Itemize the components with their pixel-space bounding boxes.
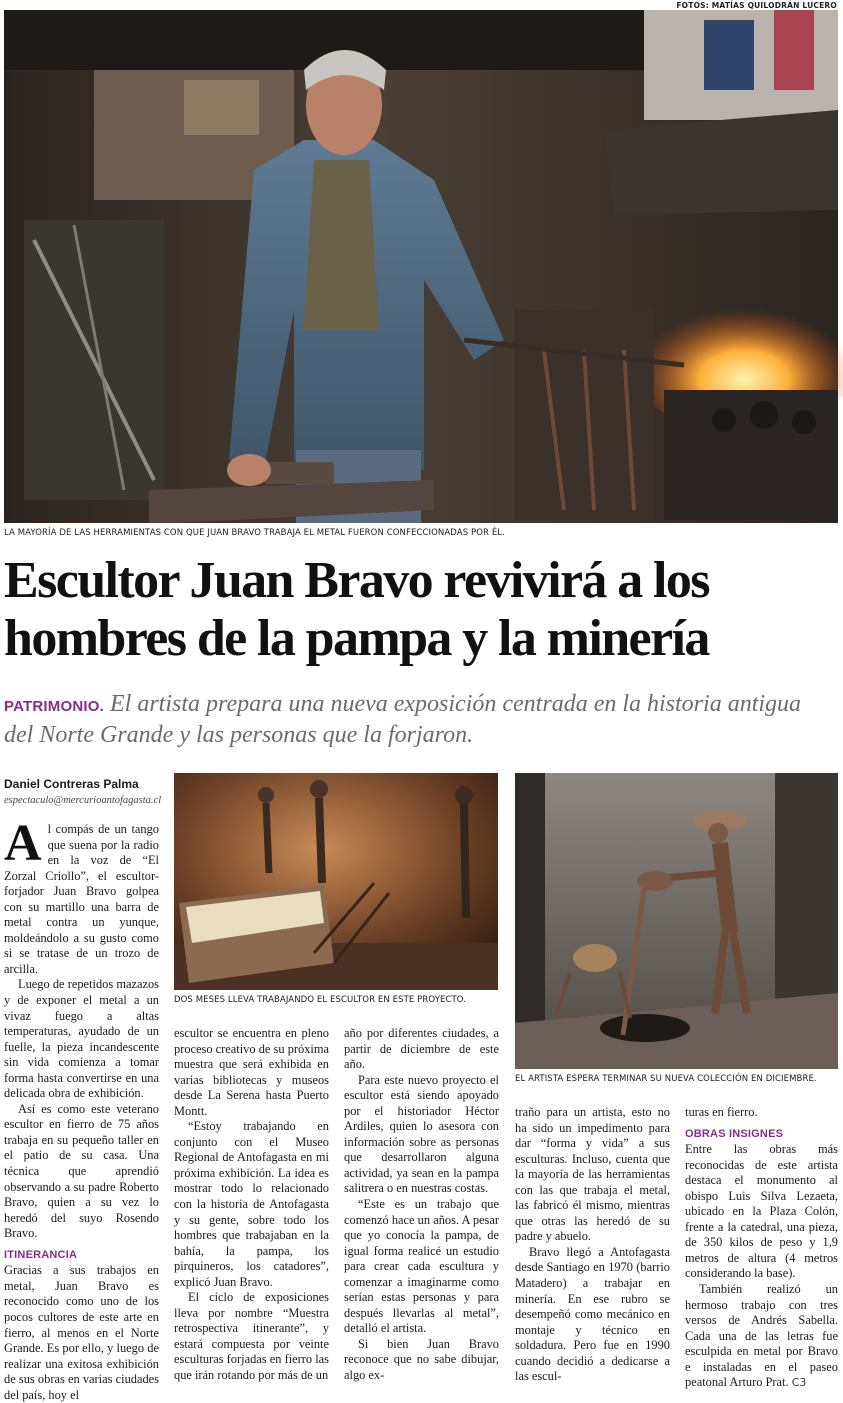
- hero-caption: LA MAYORÍA DE LAS HERRAMIENTAS CON QUE JUAN BRAVO TRABAJA EL METAL FUERON CONFECCIONADAS POR ÉL.: [4, 528, 505, 538]
- article-column-3: [344, 1026, 499, 1384]
- deck-text: El artista prepara una nueva exposición centrada en la historia antigua del Norte Grande y las personas que la forjaron.: [4, 691, 802, 748]
- headline: Escultor Juan Bravo revivirá a los hombres de la pampa y la minería: [4, 552, 709, 667]
- byline-email: espectaculo@mercurioantofagasta.cl: [4, 795, 162, 806]
- article-paragraph: Para este nuevo proyecto el escultor está siendo apoyado por el historiador Héctor Ardiles, quien lo asesora con información sobre as personas que desarrollaron alguna actividad, ya sean en la pampa salitrera o en nuestras costas.: [344, 1072, 499, 1196]
- hero-photo: [4, 10, 838, 523]
- article-paragraph: También realizó un hermoso trabajo con tres versos de Andrés Sabella. Cada una de las letras fue esculpida en metal por Bravo e instaladas en el paseo peatonal Arturo Prat. C3: [685, 1282, 838, 1390]
- deck-kicker: PATRIMONIO.: [4, 698, 104, 715]
- article-paragraph: El ciclo de exposiciones lleva por nombre “Muestra retrospectiva itinerante”, y estará compuesta por veinte esculturas forjadas en fierro las que irán rotando por más de un: [174, 1290, 329, 1383]
- article-paragraph: turas en fierro.: [685, 1105, 758, 1119]
- article-column-4: [515, 1105, 670, 1385]
- subhead: ITINERANCIA: [4, 1248, 78, 1261]
- article-paragraph: “Este es un trabajo que comenzó hace un años. A pesar que yo conocía la pampa, de igual forma realicé un estudio para crear cada escultura y comenzar a imaginarme como serían estas personas y para después llevarlas al metal”, detalló el artista.: [344, 1197, 499, 1336]
- photo3-caption: EL ARTISTA ESPERA TERMINAR SU NUEVA COLECCIÓN EN DICIEMBRE.: [515, 1074, 817, 1084]
- sculpture-photo-driller: [515, 773, 838, 1069]
- article-column-2: [174, 1026, 329, 1384]
- dropcap: A: [4, 815, 42, 872]
- article-paragraph: traño para un artista, esto no ha sido un impedimento para dar “forma y vida” a sus esculturas. Incluso, cuenta que la mayoría de las herramientas con las que trabaja el metal, las fabricó él mismo, mientras que otras las heredó de su padre y abuelo.: [515, 1105, 670, 1244]
- article-paragraph: Gracias a sus trabajos en metal, Juan Bravo es reconocido como uno de los pocos cultores de este arte en fierro, al menos en el Norte Grande. Es por ello, y luego de realizar una exitosa exhibición de sus obras en varias ciudades del país, hoy el: [4, 1263, 159, 1402]
- article-column-1: [4, 815, 159, 1403]
- article-paragraph: Luego de repetidos mazazos y de exponer el metal a un vivaz fuego a altas temperaturas, ayudado de un fuelle, la pieza incandescente sin vida comienza a tomar forma hasta convertirse en una delicada obra de exhibición.: [4, 977, 159, 1101]
- article-paragraph: Entre las obras más reconocidas de este artista destaca el monumento al obispo Luis Silva Lezaeta, ubicado en la Plaza Colón, frente a la catedral, una pieza, de 350 kilos de peso y 1,9 metros de altura (4 metros considerando la base).: [685, 1142, 838, 1281]
- end-mark: C3: [791, 1376, 807, 1390]
- article-paragraph: Bravo llegó a Antofagasta desde Santiago en 1970 (barrio Matadero) a trabajar en minería. En ese rubro se desempeñó como mecánico en montaje y técnico en soldadura. Pero fue en 1990 cuando decidió a dedicarse a las escul-: [515, 1244, 670, 1384]
- article-paragraph: escultor se encuentra en pleno proceso creativo de su próxima muestra que será exhibida en varias bibliotecas y museos desde La Serena hasta Puerto Montt.: [174, 1026, 329, 1118]
- article-paragraph: Si bien Juan Bravo reconoce que no sabe dibujar, algo ex-: [344, 1336, 499, 1383]
- deck: [4, 690, 824, 750]
- sculpture-photo-mine-cart: [174, 773, 498, 990]
- article-paragraph: “Estoy trabajando en conjunto con el Museo Regional de Antofagasta en mi próxima exhibición. La idea es mostrar todo lo relacionado con la historia de Antofagasta y su gente, sobre todo los hombres que trabajaban en la bahía, la pampa, los pirquineros, los catadores”, explicó Juan Bravo.: [174, 1119, 329, 1289]
- subhead: OBRAS INSIGNES: [685, 1127, 784, 1140]
- photo-credit: FOTOS: MATÍAS QUILODRÁN LUCERO: [676, 1, 837, 10]
- article-paragraph: Al compás de un tango que suena por la radio en la voz de “El Zorzal Criollo”, el escultor-forjador Juan Bravo golpea con su martillo una barra de metal contra un yunque, moldeándolo a su gusto como si se tratase de un trozo de arcilla.: [4, 815, 159, 976]
- article-paragraph: Así es como este veterano escultor en fierro de 75 años trabaja en su pequeño taller en el patio de su casa. Una técnica que aprendió observando a su padre Roberto Bravo, quien a su vez lo heredó del suyo Rosendo Bravo.: [4, 1101, 159, 1241]
- byline-author: Daniel Contreras Palma: [4, 777, 139, 791]
- article-paragraph: año por diferentes ciudades, a partir de diciembre de este año.: [344, 1026, 499, 1072]
- photo2-caption: DOS MESES LLEVA TRABAJANDO EL ESCULTOR EN ESTE PROYECTO.: [174, 995, 467, 1005]
- article-column-5: [685, 1105, 838, 1391]
